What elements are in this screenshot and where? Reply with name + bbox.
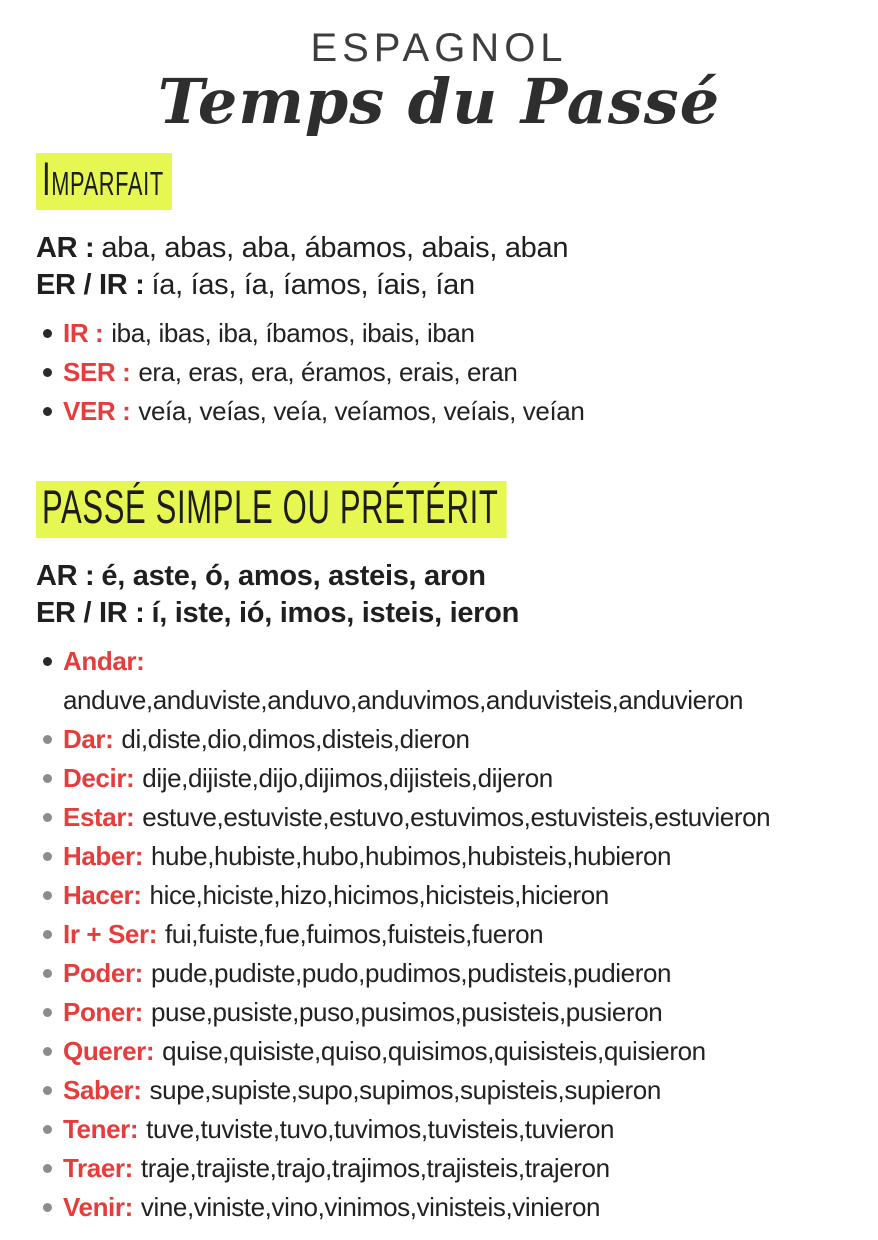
bullet-icon	[43, 1164, 52, 1173]
verb-name: Ir + Ser:	[63, 918, 157, 949]
rule-line	[36, 558, 842, 595]
rule-endings: í, iste, ió, imos, isteis, ieron	[151, 596, 519, 629]
list-item	[36, 915, 842, 954]
verb-name: Tener:	[63, 1113, 139, 1144]
verb-forms: traje,trajiste,trajo,trajimos,trajisteis,trajeron	[140, 1152, 610, 1183]
list-item	[36, 642, 842, 720]
bullet-icon	[43, 657, 52, 666]
imparfait-heading: Imparfait	[36, 153, 172, 210]
list-item	[36, 1110, 842, 1149]
verb-name: Dar:	[63, 723, 114, 754]
preterit-verb-list	[36, 642, 842, 1227]
list-item	[36, 314, 842, 353]
preterit-rules	[36, 558, 842, 632]
verb-name: Estar:	[63, 801, 135, 832]
verb-forms: hice,hiciste,hizo,hicimos,hicisteis,hicieron	[149, 879, 609, 910]
list-item	[36, 1071, 842, 1110]
bullet-icon	[43, 1008, 52, 1017]
verb-forms: tuve,tuviste,tuvo,tuvimos,tuvisteis,tuvieron	[146, 1113, 615, 1144]
verb-name: Andar:	[63, 645, 145, 676]
rule-endings: é, aste, ó, amos, asteis, aron	[101, 559, 486, 592]
verb-name: Traer:	[63, 1152, 133, 1183]
rule-label: AR :	[36, 559, 95, 592]
verb-forms: dije,dijiste,dijo,dijimos,dijisteis,dijeron	[142, 762, 553, 793]
bullet-icon	[43, 1047, 52, 1056]
rule-label: ER / IR :	[36, 269, 145, 302]
page-title: Temps du Passé	[157, 65, 721, 138]
bullet-icon	[43, 407, 52, 416]
list-item	[36, 798, 842, 837]
section-imparfait	[36, 153, 842, 431]
kicker: ESPAGNOL	[310, 26, 568, 70]
verb-name: Poder:	[63, 957, 143, 988]
preterit-heading: PASSÉ SIMPLE OU PRÉTÉRIT	[36, 481, 506, 538]
list-item	[36, 1149, 842, 1188]
bullet-icon	[43, 1086, 52, 1095]
list-item	[36, 1188, 842, 1227]
bullet-icon	[43, 1125, 52, 1134]
bullet-icon	[43, 969, 52, 978]
section-preterit	[36, 481, 842, 1227]
verb-name: IR :	[63, 318, 104, 349]
verb-name: Decir:	[63, 762, 135, 793]
list-item	[36, 993, 842, 1032]
verb-forms: vine,viniste,vino,vinimos,vinisteis,vinieron	[140, 1191, 601, 1222]
bullet-icon	[43, 852, 52, 861]
list-item	[36, 720, 842, 759]
verb-name: SER :	[63, 357, 131, 388]
imparfait-rules	[36, 230, 842, 304]
rule-line	[36, 267, 842, 304]
verb-forms: fui,fuiste,fue,fuimos,fuisteis,fueron	[164, 918, 544, 949]
bullet-icon	[43, 1203, 52, 1212]
rule-label: AR :	[36, 232, 95, 265]
verb-forms: pude,pudiste,pudo,pudimos,pudisteis,pudieron	[150, 957, 672, 988]
verb-name: Querer:	[63, 1035, 155, 1066]
list-item	[36, 759, 842, 798]
verb-name: Venir:	[63, 1191, 133, 1222]
bullet-icon	[43, 891, 52, 900]
verb-forms: puse,pusiste,puso,pusimos,pusisteis,pusieron	[150, 996, 663, 1027]
verb-forms: estuve,estuviste,estuvo,estuvimos,estuvisteis,estuvieron	[142, 801, 771, 832]
rule-endings: aba, abas, aba, ábamos, abais, aban	[101, 232, 569, 265]
verb-name: VER :	[63, 396, 131, 427]
verb-name: Poner:	[63, 996, 143, 1027]
bullet-icon	[43, 774, 52, 783]
verb-forms: di,diste,dio,dimos,disteis,dieron	[121, 723, 470, 754]
rule-endings: ía, ías, ía, íamos, íais, ían	[151, 269, 475, 302]
verb-forms: veía, veías, veía, veíamos, veíais, veían	[138, 396, 585, 427]
rule-label: ER / IR :	[36, 596, 145, 629]
list-item	[36, 392, 842, 431]
verb-forms: era, eras, era, éramos, erais, eran	[138, 357, 518, 388]
verb-forms: anduve,anduviste,anduvo,anduvimos,anduvisteis,anduvieron	[63, 684, 744, 715]
bullet-icon	[43, 930, 52, 939]
list-item	[36, 954, 842, 993]
rule-line	[36, 230, 842, 267]
bullet-icon	[43, 368, 52, 377]
verb-forms: supe,supiste,supo,supimos,supisteis,supieron	[149, 1074, 661, 1105]
header	[36, 26, 842, 137]
list-item	[36, 876, 842, 915]
rule-line	[36, 595, 842, 632]
verb-forms: hube,hubiste,hubo,hubimos,hubisteis,hubieron	[150, 840, 672, 871]
list-item	[36, 837, 842, 876]
imparfait-verb-list	[36, 314, 842, 431]
bullet-icon	[43, 329, 52, 338]
verb-forms: quise,quisiste,quiso,quisimos,quisisteis,quisieron	[162, 1035, 706, 1066]
list-item	[36, 353, 842, 392]
bullet-icon	[43, 735, 52, 744]
list-item	[36, 1032, 842, 1071]
verb-forms: iba, ibas, iba, íbamos, ibais, iban	[111, 318, 475, 349]
bullet-icon	[43, 813, 52, 822]
verb-name: Hacer:	[63, 879, 142, 910]
verb-name: Haber:	[63, 840, 143, 871]
verb-name: Saber:	[63, 1074, 142, 1105]
